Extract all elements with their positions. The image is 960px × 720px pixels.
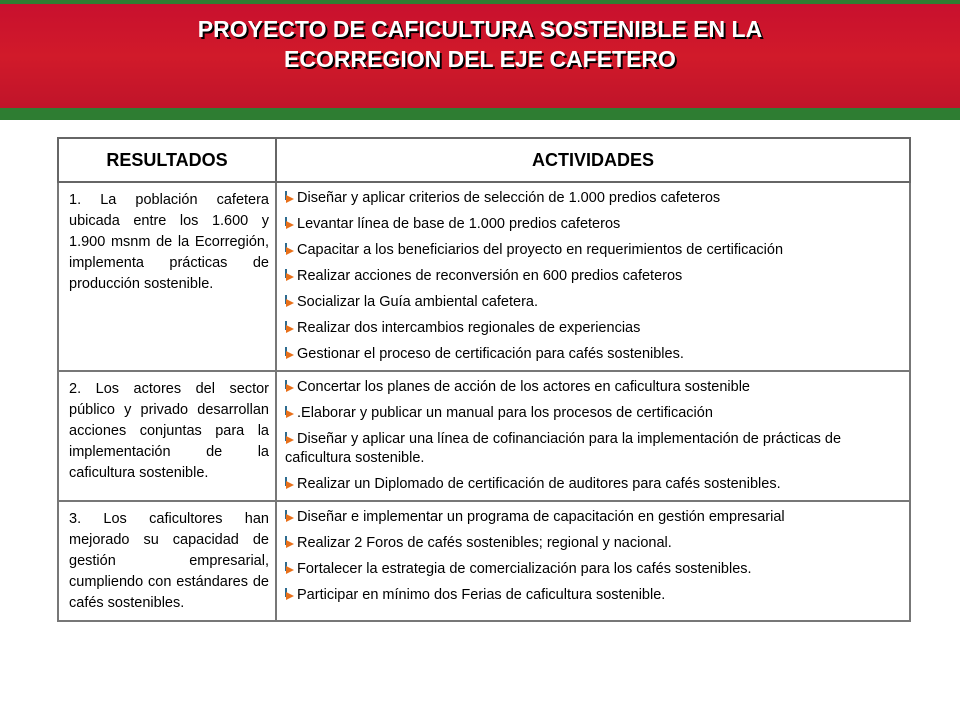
results-activities-table-wrap xyxy=(57,137,909,622)
table-row xyxy=(58,501,910,621)
bullet-arrow-icon xyxy=(285,588,295,600)
result-cell: 2. Los actores del sector público y privado desarrollan acciones conjuntas para la implementación de la caficultura sostenible. xyxy=(58,371,276,501)
activity-text: .Elaborar y publicar un manual para los procesos de certificación xyxy=(297,405,713,421)
activity-text: Socializar la Guía ambiental cafetera. xyxy=(297,294,538,310)
page-title xyxy=(0,14,960,74)
activity-text: Fortalecer la estrategia de comercialización para los cafés sostenibles. xyxy=(297,561,752,577)
bullet-arrow-icon xyxy=(285,536,295,548)
activity-text: Realizar dos intercambios regionales de experiencias xyxy=(297,320,641,336)
activity-text: Levantar línea de base de 1.000 predios cafeteros xyxy=(297,216,621,232)
header-results: RESULTADOS xyxy=(58,138,276,182)
activity-item xyxy=(285,404,901,423)
title-line-1: PROYECTO DE CAFICULTURA SOSTENIBLE EN LA xyxy=(197,16,763,42)
activity-item xyxy=(285,508,901,527)
bullet-arrow-icon xyxy=(285,510,295,522)
activity-text: Concertar los planes de acción de los actores en caficultura sostenible xyxy=(297,379,750,395)
bullet-arrow-icon xyxy=(285,295,295,307)
bullet-arrow-icon xyxy=(285,347,295,359)
activity-item xyxy=(285,267,901,286)
table-row xyxy=(58,371,910,501)
banner-bottom-stripe xyxy=(0,108,960,120)
activity-item xyxy=(285,319,901,338)
table-header-row xyxy=(58,138,910,182)
activity-item xyxy=(285,189,901,208)
bullet-arrow-icon xyxy=(285,562,295,574)
activity-text: Realizar 2 Foros de cafés sostenibles; regional y nacional. xyxy=(297,535,672,551)
bullet-arrow-icon xyxy=(285,243,295,255)
activities-cell xyxy=(276,371,910,501)
bullet-arrow-icon xyxy=(285,321,295,333)
bullet-arrow-icon xyxy=(285,432,295,444)
activity-item xyxy=(285,534,901,553)
activity-text: Capacitar a los beneficiarios del proyecto en requerimientos de certificación xyxy=(297,242,784,258)
header-activities: ACTIVIDADES xyxy=(276,138,910,182)
bullet-arrow-icon xyxy=(285,380,295,392)
activity-item xyxy=(285,475,901,494)
activity-item xyxy=(285,378,901,397)
activity-text: Gestionar el proceso de certificación para cafés sostenibles. xyxy=(297,346,684,362)
activities-cell xyxy=(276,182,910,371)
title-banner xyxy=(0,4,960,108)
bullet-arrow-icon xyxy=(285,406,295,418)
bullet-arrow-icon xyxy=(285,217,295,229)
activity-text: Realizar acciones de reconversión en 600 predios cafeteros xyxy=(297,268,683,284)
activity-item xyxy=(285,293,901,312)
table-row xyxy=(58,182,910,371)
activity-item xyxy=(285,586,901,605)
bullet-arrow-icon xyxy=(285,191,295,203)
results-activities-table xyxy=(57,137,911,622)
activity-item xyxy=(285,215,901,234)
activity-item xyxy=(285,560,901,579)
table-body xyxy=(58,182,910,621)
bullet-arrow-icon xyxy=(285,477,295,489)
activity-text: Realizar un Diplomado de certificación de auditores para cafés sostenibles. xyxy=(297,476,781,492)
activity-text: Participar en mínimo dos Ferias de caficultura sostenible. xyxy=(297,587,666,603)
title-line-2: ECORREGION DEL EJE CAFETERO xyxy=(284,46,676,72)
activity-item xyxy=(285,430,901,468)
activity-text: Diseñar y aplicar criterios de selección de 1.000 predios cafeteros xyxy=(297,190,721,206)
activity-text: Diseñar y aplicar una línea de cofinanciación para la implementación de prácticas de caficultura sostenible. xyxy=(285,431,842,466)
bullet-arrow-icon xyxy=(285,269,295,281)
activity-item xyxy=(285,345,901,364)
result-cell: 3. Los caficultores han mejorado su capacidad de gestión empresarial, cumpliendo con estándares de cafés sostenibles. xyxy=(58,501,276,621)
activity-item xyxy=(285,241,901,260)
activity-text: Diseñar e implementar un programa de capacitación en gestión empresarial xyxy=(297,509,785,525)
result-cell: 1. La población cafetera ubicada entre los 1.600 y 1.900 msnm de la Ecorregión, implementa prácticas de producción sostenible. xyxy=(58,182,276,371)
activities-cell xyxy=(276,501,910,621)
